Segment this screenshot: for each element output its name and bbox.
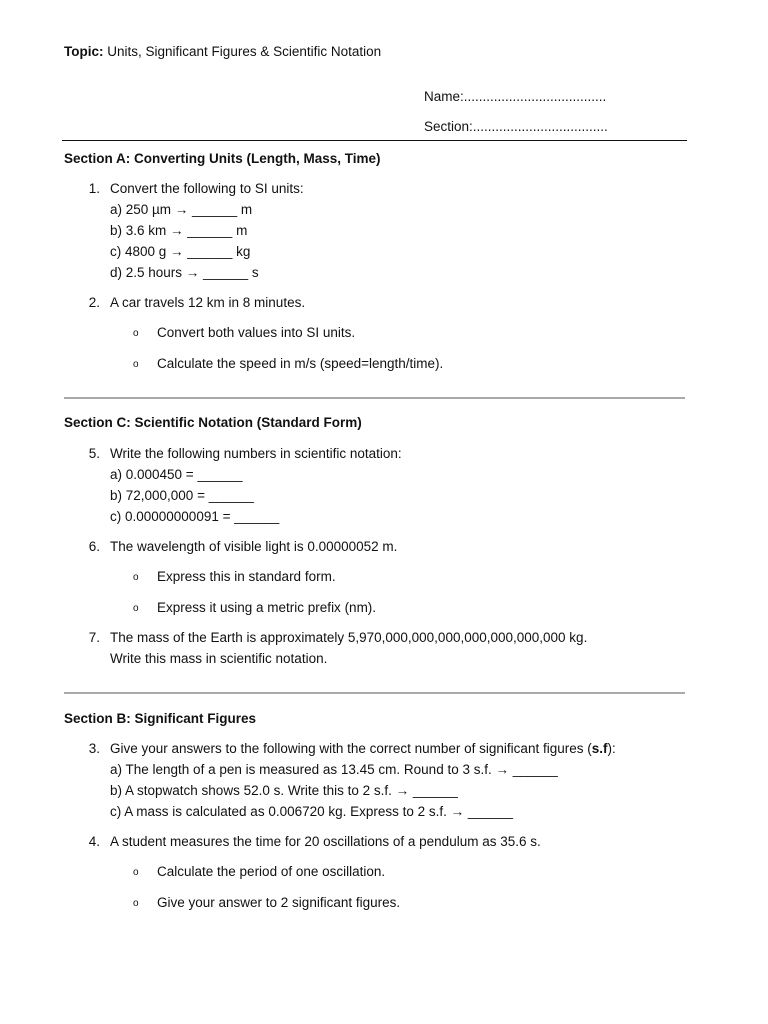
q3-text-bold: s.f xyxy=(591,741,608,756)
section-b-heading: Section B: Significant Figures xyxy=(64,711,257,726)
q3-part-b: b) A stopwatch shows 52.0 s. Write this to 2 s.f. → ______ xyxy=(110,783,458,798)
section-field[interactable]: Section:.................................... xyxy=(424,119,608,134)
section-divider xyxy=(64,397,685,399)
bullet-icon: o xyxy=(133,898,139,909)
q4-bullet-1: Calculate the period of one oscillation. xyxy=(157,864,386,879)
q3-text xyxy=(110,741,616,756)
q3-part-a: a) The length of a pen is measured as 13.45 cm. Round to 3 s.f. → ______ xyxy=(110,762,558,777)
name-field[interactable]: Name:...................................... xyxy=(424,89,607,104)
q3-part-c: c) A mass is calculated as 0.006720 kg. Express to 2 s.f. → ______ xyxy=(110,804,513,819)
q4-text: A student measures the time for 20 oscillations of a pendulum as 35.6 s. xyxy=(110,834,541,849)
q5-part-c: c) 0.00000000091 = ______ xyxy=(110,509,280,524)
q2-number: 2. xyxy=(88,295,100,310)
topic-label: Topic: xyxy=(64,44,104,59)
q3-number: 3. xyxy=(88,741,100,756)
q7-text: The mass of the Earth is approximately 5,970,000,000,000,000,000,000,000 kg. xyxy=(110,630,588,645)
q5-part-a: a) 0.000450 = ______ xyxy=(110,467,243,482)
q3-text-after: ): xyxy=(607,741,616,756)
section-c-heading: Section C: Scientific Notation (Standard Form) xyxy=(64,415,362,430)
bullet-icon: o xyxy=(133,328,139,339)
q1-text: Convert the following to SI units: xyxy=(110,181,304,196)
section-divider xyxy=(64,692,685,694)
q1-part-a: a) 250 µm → ______ m xyxy=(110,202,253,217)
topic-line xyxy=(64,44,381,59)
q2-bullet-1: Convert both values into SI units. xyxy=(157,325,356,340)
q1-part-d: d) 2.5 hours → ______ s xyxy=(110,265,259,280)
q6-bullet-1: Express this in standard form. xyxy=(157,569,336,584)
q7-text-line-2: Write this mass in scientific notation. xyxy=(110,651,328,666)
bullet-icon: o xyxy=(133,572,139,583)
q4-bullet-2: Give your answer to 2 significant figures. xyxy=(157,895,401,910)
bullet-icon: o xyxy=(133,867,139,878)
header-divider xyxy=(62,140,687,141)
q6-number: 6. xyxy=(88,539,100,554)
bullet-icon: o xyxy=(133,603,139,614)
q1-part-b: b) 3.6 km → ______ m xyxy=(110,223,248,238)
q1-part-c: c) 4800 g → ______ kg xyxy=(110,244,251,259)
q5-part-b: b) 72,000,000 = ______ xyxy=(110,488,254,503)
q6-bullet-2: Express it using a metric prefix (nm). xyxy=(157,600,377,615)
q2-bullet-2: Calculate the speed in m/s (speed=length/time). xyxy=(157,356,444,371)
q5-text: Write the following numbers in scientific notation: xyxy=(110,446,402,461)
q6-text: The wavelength of visible light is 0.00000052 m. xyxy=(110,539,398,554)
q7-number: 7. xyxy=(88,630,100,645)
q2-text: A car travels 12 km in 8 minutes. xyxy=(110,295,306,310)
section-a-heading: Section A: Converting Units (Length, Mass, Time) xyxy=(64,151,381,166)
q1-number: 1. xyxy=(88,181,100,196)
q3-text-before: Give your answers to the following with the correct number of significant figures ( xyxy=(110,741,592,756)
q5-number: 5. xyxy=(88,446,100,461)
bullet-icon: o xyxy=(133,359,139,370)
topic-text: Units, Significant Figures & Scientific Notation xyxy=(107,44,382,59)
q4-number: 4. xyxy=(88,834,100,849)
